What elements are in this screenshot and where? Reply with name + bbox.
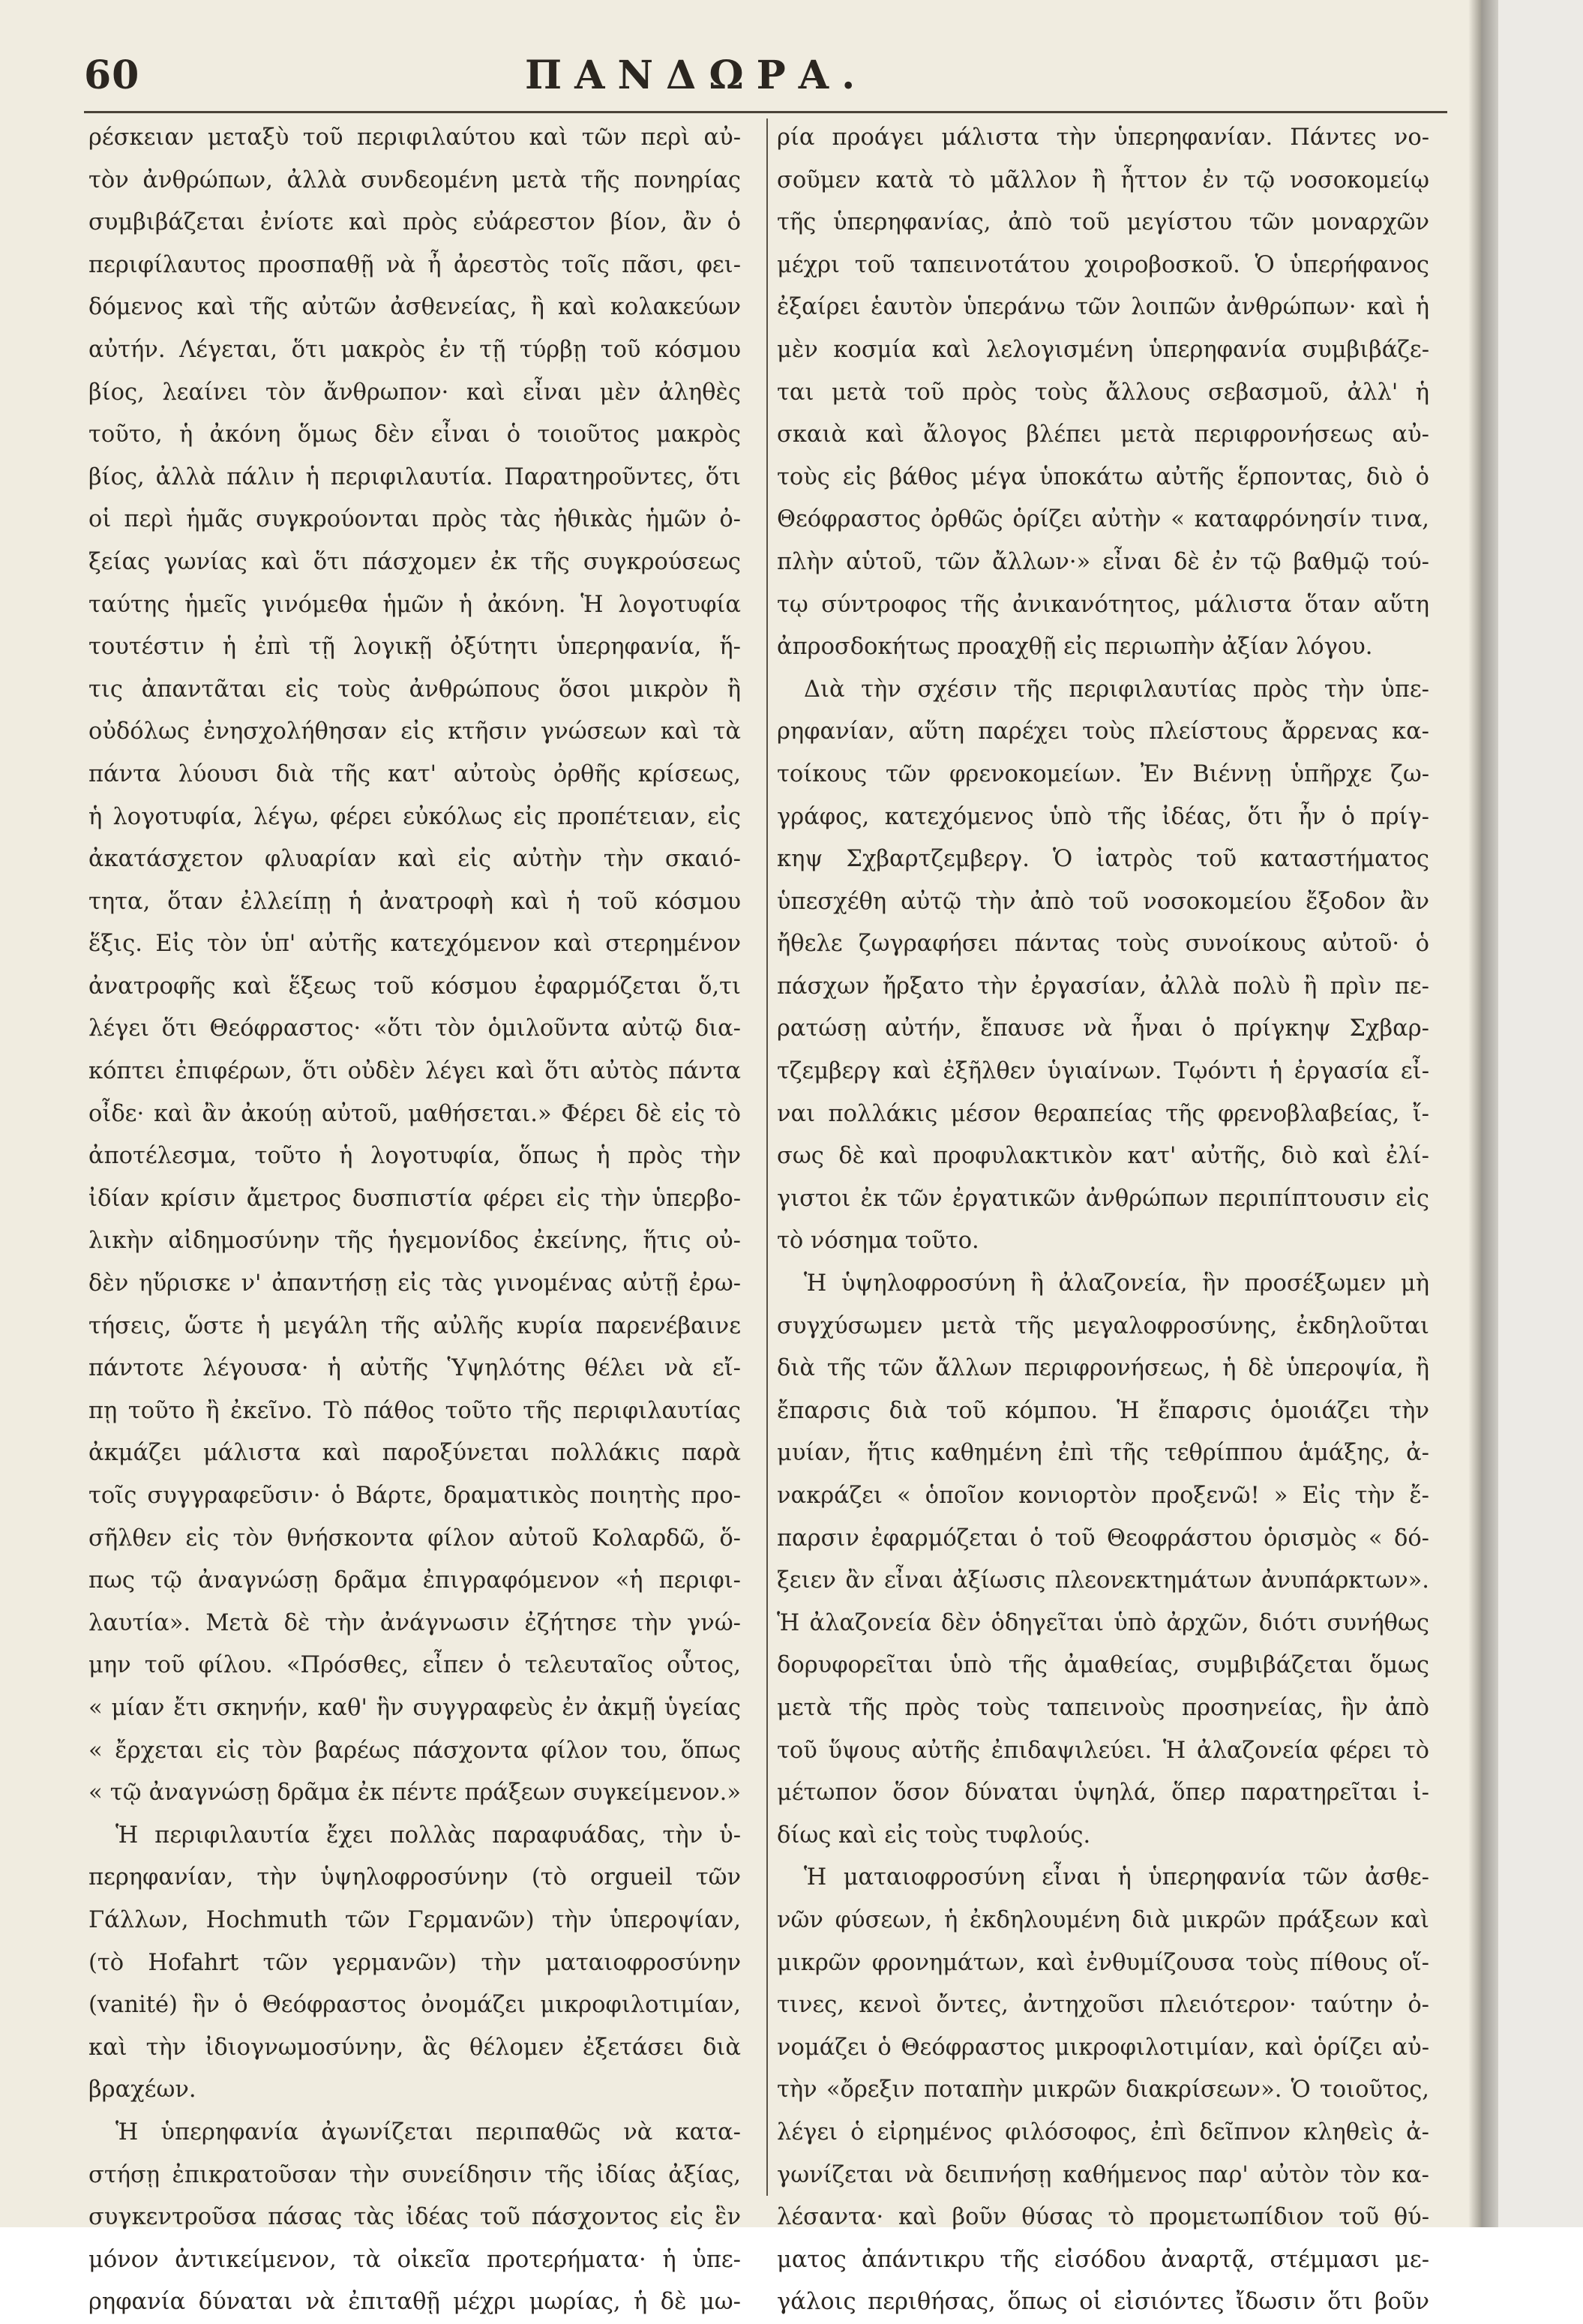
text-line: ἔπαρσις διὰ τοῦ κόμπου. Ἡ ἔπαρσις ὁμοιάζει τὴν bbox=[777, 1397, 1429, 1424]
text-line: ται μετὰ τοῦ πρὸς τοὺς ἄλλους σεβασμοῦ, ἀλλ' ἡ bbox=[777, 379, 1429, 406]
text-line: σῆλθεν εἰς τὸν θνήσκοντα φίλον αὐτοῦ Κολαρδῶ, ὅ- bbox=[88, 1525, 741, 1552]
text-line: γωνίζεται νὰ δειπνήσῃ καθήμενος παρ' αὐτὸν τὸν κα- bbox=[777, 2161, 1429, 2188]
text-line: οὐδόλως ἐνησχολήθησαν εἰς κτῆσιν γνώσεων καὶ τὰ bbox=[88, 718, 741, 745]
text-line: γιστοι ἐκ τῶν ἐργατικῶν ἀνθρώπων περιπίπτουσιν εἰς bbox=[777, 1185, 1429, 1212]
text-line: νομάζει ὁ Θεόφραστος μικροφιλοτιμίαν, καὶ ὁρίζει αὐ- bbox=[777, 2034, 1429, 2061]
text-line: τῆς ὑπερηφανίας, ἀπὸ τοῦ μεγίστου τῶν μοναρχῶν bbox=[777, 209, 1429, 236]
left-column bbox=[88, 117, 741, 2324]
text-line: τητα, ὅταν ἐλλείπῃ ἡ ἀνατροφὴ καὶ ἡ τοῦ κόσμου bbox=[88, 888, 741, 915]
text-line: τοῦ ὕψους αὐτῆς ἐπιδαψιλεύει. Ἡ ἀλαζονεία φέρει τὸ bbox=[777, 1737, 1429, 1764]
text-line: τοίκους τῶν φρενοκομείων. Ἐν Βιέννῃ ὑπῆρχε ζω- bbox=[777, 760, 1429, 787]
right-column bbox=[777, 117, 1429, 2324]
text-line: συμβιβάζεται ἐνίοτε καὶ πρὸς εὐάρεστον βίον, ἂν ὁ bbox=[88, 209, 741, 236]
text-line: οἱ περὶ ἡμᾶς συγκρούονται πρὸς τὰς ἠθικὰς ἡμῶν ὀ- bbox=[88, 506, 741, 533]
text-line: καὶ τὴν ἰδιογνωμοσύνην, ἃς θέλομεν ἐξετάσει διὰ bbox=[88, 2034, 741, 2061]
column-divider bbox=[766, 118, 768, 2196]
text-line: σοῦμεν κατὰ τὸ μᾶλλον ἢ ἧττον ἐν τῷ νοσοκομείῳ bbox=[777, 166, 1429, 193]
text-line: μην τοῦ φίλου. «Πρόσθες, εἶπεν ὁ τελευταῖος οὗτος, bbox=[88, 1652, 741, 1679]
text-line: ἤθελε ζωγραφήσει πάντας τοὺς συνοίκους αὐτοῦ· ὁ bbox=[777, 931, 1429, 958]
text-line: ναι πολλάκις μέσον θεραπείας τῆς φρενοβλαβείας, ἴ- bbox=[777, 1100, 1429, 1127]
text-line: τὸν ἀνθρώπων, ἀλλὰ συνδεομένη μετὰ τῆς πονηρίας bbox=[88, 166, 741, 193]
text-line: ἀποτέλεσμα, τοῦτο ἡ λογοτυφία, ὅπως ἡ πρὸς τὴν bbox=[88, 1143, 741, 1170]
text-line: συγκεντροῦσα πάσας τὰς ἰδέας τοῦ πάσχοντος εἰς ἓν bbox=[88, 2204, 741, 2231]
text-line: τῳ σύντροφος τῆς ἀνικανότητος, μάλιστα ὅταν αὕτη bbox=[777, 591, 1429, 618]
text-line: Θεόφραστος ὀρθῶς ὁρίζει αὐτὴν « καταφρόνησίν τινα, bbox=[777, 506, 1429, 533]
text-line: ἕξις. Εἰς τὸν ὑπ' αὐτῆς κατεχόμενον καὶ στερημένον bbox=[88, 931, 741, 958]
text-line: Ἡ ματαιοφροσύνη εἶναι ἡ ὑπερηφανία τῶν ἀσθε- bbox=[804, 1864, 1429, 1891]
binding-shadow bbox=[1468, 0, 1498, 2227]
text-line: μικρῶν φρονημάτων, καὶ ἐνθυμίζουσα τοὺς πίθους οἵ- bbox=[777, 1949, 1429, 1976]
text-line: λέσαντα· καὶ βοῦν θύσας τὸ προμετωπίδιον τοῦ θύ- bbox=[777, 2204, 1429, 2231]
text-line: δίως καὶ εἰς τοὺς τυφλούς. bbox=[777, 1822, 1091, 1849]
text-line: τὸ νόσημα τοῦτο. bbox=[777, 1228, 979, 1255]
text-line: πάντα λύουσι διὰ τῆς κατ' αὐτοὺς ὀρθῆς κρίσεως, bbox=[88, 760, 741, 787]
running-title: ΠΑΝΔΩΡΑ. bbox=[525, 52, 868, 98]
text-line: τὴν «ὄρεξιν ποταπὴν μικρῶν διακρίσεων». Ὁ τοιοῦτος, bbox=[777, 2077, 1429, 2104]
text-line: μέτωπον ὅσον δύναται ὑψηλά, ὅπερ παρατηρεῖται ἰ- bbox=[777, 1780, 1429, 1807]
text-line: μόνον ἀντικείμενον, τὰ οἰκεῖα προτερήματα· ἡ ὑπε- bbox=[88, 2246, 741, 2273]
text-line: δορυφορεῖται ὑπὸ τῆς ἀμαθείας, συμβιβάζεται ὅμως bbox=[777, 1652, 1429, 1679]
text-line: ξειεν ἂν εἶναι ἀξίωσις πλεονεκτημάτων ἀνυπάρκτων». bbox=[777, 1567, 1429, 1594]
text-line: πῃ τοῦτο ἢ ἐκεῖνο. Τὸ πάθος τοῦτο τῆς περιφιλαυτίας bbox=[88, 1397, 741, 1424]
text-line: νακράζει « ὁποῖον κονιορτὸν προξενῶ! » Εἰς τὴν ἔ- bbox=[777, 1483, 1429, 1509]
text-line: τοῖς συγγραφεῦσιν· ὁ Βάρτε, δραματικὸς ποιητὴς προ- bbox=[88, 1483, 741, 1509]
text-line: διὰ τῆς τῶν ἄλλων περιφρονήσεως, ἡ δὲ ὑπεροψία, ἢ bbox=[777, 1355, 1429, 1382]
text-line: συγχύσωμεν μετὰ τῆς μεγαλοφροσύνης, ἐκδηλοῦται bbox=[777, 1312, 1429, 1339]
text-line: « μίαν ἔτι σκηνήν, καθ' ἣν συγγραφεὺς ἐν ἀκμῇ ὑγείας bbox=[88, 1694, 741, 1721]
text-line: τις ἀπαντᾶται εἰς τοὺς ἀνθρώπους ὅσοι μικρὸν ἢ bbox=[88, 676, 741, 703]
text-line: τοὺς εἰς βάθος μέγα ὑποκάτω αὐτῆς ἕρποντας, διὸ ὁ bbox=[777, 463, 1429, 490]
page-number: 60 bbox=[84, 52, 140, 98]
text-line: νῶν φύσεων, ἡ ἐκδηλουμένη διὰ μικρῶν πράξεων καὶ bbox=[777, 1906, 1429, 1933]
text-line: Ἡ ὑπερηφανία ἀγωνίζεται περιπαθῶς νὰ κατα- bbox=[115, 2119, 741, 2146]
text-line: ματος ἀπάντικρυ τῆς εἰσόδου ἀναρτᾷ, στέμμασι με- bbox=[777, 2246, 1429, 2273]
text-line: μέχρι τοῦ ταπεινοτάτου χοιροβοσκοῦ. Ὁ ὑπερήφανος bbox=[777, 251, 1429, 278]
text-line: πάσχων ἤρξατο τὴν ἐργασίαν, ἀλλὰ πολὺ ἢ πρὶν πε- bbox=[777, 973, 1429, 1000]
text-line: τήσεις, ὥστε ἡ μεγάλη τῆς αὐλῆς κυρία παρενέβαινε bbox=[88, 1312, 741, 1339]
text-line: ρηφανία δύναται νὰ ἐπιταθῇ μέχρι μωρίας, ἡ δὲ μω- bbox=[88, 2289, 741, 2316]
text-line: κηψ Σχβαρτζεμβεργ. Ὁ ἰατρὸς τοῦ καταστήματος bbox=[777, 846, 1429, 873]
text-line: (vanité) ἣν ὁ Θεόφραστος ὀνομάζει μικροφιλοτιμίαν, bbox=[88, 1992, 741, 2019]
text-line: κόπτει ἐπιφέρων, ὅτι οὐδὲν λέγει καὶ ὅτι αὐτὸς πάντα bbox=[88, 1058, 741, 1085]
text-line: σκαιὰ καὶ ἄλογος βλέπει μετὰ περιφρονήσεως αὐ- bbox=[777, 421, 1429, 448]
text-line: λικὴν αἰδημοσύνην τῆς ἡγεμονίδος ἐκείνης, ἥτις οὐ- bbox=[88, 1228, 741, 1255]
text-line: ἀκατάσχετον φλυαρίαν καὶ εἰς αὐτὴν τὴν σκαιό- bbox=[88, 846, 741, 873]
text-line: Ἡ περιφιλαυτία ἔχει πολλὰς παραφυάδας, τὴν ὑ- bbox=[115, 1822, 741, 1849]
text-line: ρία προάγει μάλιστα τὴν ὑπερηφανίαν. Πάντες νο- bbox=[777, 124, 1429, 151]
text-line: περιφίλαυτος προσπαθῇ νὰ ἦ ἀρεστὸς τοῖς πᾶσι, φει- bbox=[88, 251, 741, 278]
text-line: ρέσκειαν μεταξὺ τοῦ περιφιλαύτου καὶ τῶν περὶ αὐ- bbox=[88, 124, 741, 151]
text-line: πάντοτε λέγουσα· ἡ αὐτῆς Ὑψηλότης θέλει νὰ εἴ- bbox=[88, 1355, 741, 1382]
text-line: πλὴν αὑτοῦ, τῶν ἄλλων·» εἶναι δὲ ἐν τῷ βαθμῷ τού- bbox=[777, 548, 1429, 575]
text-line: ἰδίαν κρίσιν ἄμετρος δυσπιστία φέρει εἰς τὴν ὑπερβο- bbox=[88, 1185, 741, 1212]
text-line: (τὸ Hofahrt τῶν γερμανῶν) τὴν ματαιοφροσύνην bbox=[88, 1949, 741, 1976]
text-line: λέγει ὁ εἰρημένος φιλόσοφος, ἐπὶ δεῖπνον κληθεὶς ἀ- bbox=[777, 2119, 1429, 2146]
text-line: σως δὲ καὶ προφυλακτικὸν κατ' αὐτῆς, διὸ καὶ ἐλί- bbox=[777, 1143, 1429, 1170]
text-line: ἀπροσδοκήτως προαχθῇ εἰς περιωπὴν ἀξίαν λόγου. bbox=[777, 634, 1373, 661]
text-line: παρσιν ἐφαρμόζεται ὁ τοῦ Θεοφράστου ὁρισμὸς « δό- bbox=[777, 1525, 1429, 1552]
text-line: οἶδε· καὶ ἂν ἀκούῃ αὐτοῦ, μαθήσεται.» Φέρει δὲ εἰς τὸ bbox=[88, 1100, 741, 1127]
text-line: ἐξαίρει ἑαυτὸν ὑπεράνω τῶν λοιπῶν ἀνθρώπων· καὶ ἡ bbox=[777, 294, 1429, 321]
text-line: Γάλλων, Hochmuth τῶν Γερμανῶν) τὴν ὑπεροψίαν, bbox=[88, 1906, 741, 1933]
text-line: ἀκμάζει μάλιστα καὶ παροξύνεται πολλάκις παρὰ bbox=[88, 1440, 741, 1467]
text-line: δόμενος καὶ τῆς αὐτῶν ἀσθενείας, ἢ καὶ κολακεύων bbox=[88, 294, 741, 321]
header-rule bbox=[84, 111, 1447, 113]
text-line: τινες, κενοὶ ὄντες, ἀντηχοῦσι πλειότερον· ταύτην ὀ- bbox=[777, 1992, 1429, 2019]
text-line: αὐτήν. Λέγεται, ὅτι μακρὸς ἐν τῇ τύρβῃ τοῦ κόσμου bbox=[88, 336, 741, 363]
text-line: ρατώσῃ αὐτήν, ἔπαυσε νὰ ἦναι ὁ πρίγκηψ Σχβαρ- bbox=[777, 1015, 1429, 1042]
text-line: Ἡ ἀλαζονεία δὲν ὁδηγεῖται ὑπὸ ἀρχῶν, διότι συνήθως bbox=[777, 1609, 1429, 1636]
text-line: « τῷ ἀναγνώσῃ δρᾶμα ἐκ πέντε πράξεων συγκείμενον.» bbox=[88, 1780, 741, 1807]
text-line: βίος, ἀλλὰ πάλιν ἡ περιφιλαυτία. Παρατηροῦντες, ὅτι bbox=[88, 463, 741, 490]
text-line: δὲν ηὕρισκε ν' ἀπαντήσῃ εἰς τὰς γινομένας αὐτῇ ἐρω- bbox=[88, 1270, 741, 1297]
text-line: ὑπεσχέθη αὐτῷ τὴν ἀπὸ τοῦ νοσοκομείου ἔξοδον ἂν bbox=[777, 888, 1429, 915]
text-line: « ἔρχεται εἰς τὸν βαρέως πάσχοντα φίλον του, ὅπως bbox=[88, 1737, 741, 1764]
text-line: ἀνατροφῆς καὶ ἕξεως τοῦ κόσμου ἐφαρμόζεται ὅ,τι bbox=[88, 973, 741, 1000]
text-line: τζεμβεργ καὶ ἐξῆλθεν ὑγιαίνων. Τῳόντι ἡ ἐργασία εἶ- bbox=[777, 1058, 1429, 1085]
text-line: ταύτης ἡμεῖς γινόμεθα ἡμῶν ἡ ἀκόνη. Ἡ λογοτυφία bbox=[88, 591, 741, 618]
text-line: ξείας γωνίας καὶ ὅτι πάσχομεν ἐκ τῆς συγκρούσεως bbox=[88, 548, 741, 575]
text-line: μυίαν, ἥτις καθημένη ἐπὶ τῆς τεθρίππου ἁμάξης, ἀ- bbox=[777, 1440, 1429, 1467]
text-line: ρηφανίαν, αὕτη παρέχει τοὺς πλείστους ἄρρενας κα- bbox=[777, 718, 1429, 745]
text-line: τοῦτο, ἡ ἀκόνη ὅμως δὲν εἶναι ὁ τοιοῦτος μακρὸς bbox=[88, 421, 741, 448]
text-line: τουτέστιν ἡ ἐπὶ τῇ λογικῇ ὀξύτητι ὑπερηφανία, ἥ- bbox=[88, 634, 741, 661]
text-line: λέγει ὅτι Θεόφραστος· «ὅτι τὸν ὁμιλοῦντα αὐτῷ δια- bbox=[88, 1015, 741, 1042]
text-line: περηφανίαν, τὴν ὑψηλοφροσύνην (τὸ orgueil τῶν bbox=[88, 1864, 741, 1891]
text-line: μετὰ τῆς πρὸς τοὺς ταπεινοὺς προσηνείας, ἣν ἀπὸ bbox=[777, 1694, 1429, 1721]
text-line: βραχέων. bbox=[88, 2077, 196, 2104]
text-line: ἡ λογοτυφία, λέγω, φέρει εὐκόλως εἰς προπέτειαν, εἰς bbox=[88, 803, 741, 830]
text-line: λαυτία». Μετὰ δὲ τὴν ἀνάγνωσιν ἐζήτησε τὴν γνώ- bbox=[88, 1609, 741, 1636]
text-line: Ἡ ὑψηλοφροσύνη ἢ ἀλαζονεία, ἣν προσέξωμεν μὴ bbox=[804, 1270, 1429, 1297]
text-line: μὲν κοσμία καὶ λελογισμένη ὑπερηφανία συμβιβάζε- bbox=[777, 336, 1429, 363]
text-line: στήσῃ ἐπικρατοῦσαν τὴν συνείδησιν τῆς ἰδίας ἀξίας, bbox=[88, 2161, 741, 2188]
text-line: βίος, λεαίνει τὸν ἄνθρωπον· καὶ εἶναι μὲν ἀληθὲς bbox=[88, 379, 741, 406]
text-line: Διὰ τὴν σχέσιν τῆς περιφιλαυτίας πρὸς τὴν ὑπε- bbox=[804, 676, 1429, 703]
text-line: πως τῷ ἀναγνώσῃ δρᾶμα ἐπιγραφόμενον «ἡ περιφι- bbox=[88, 1567, 741, 1594]
text-line: γράφος, κατεχόμενος ὑπὸ τῆς ἰδέας, ὅτι ἦν ὁ πρίγ- bbox=[777, 803, 1429, 830]
text-line: γάλοις περιθήσας, ὅπως οἱ εἰσιόντες ἴδωσιν ὅτι βοῦν bbox=[777, 2289, 1429, 2316]
